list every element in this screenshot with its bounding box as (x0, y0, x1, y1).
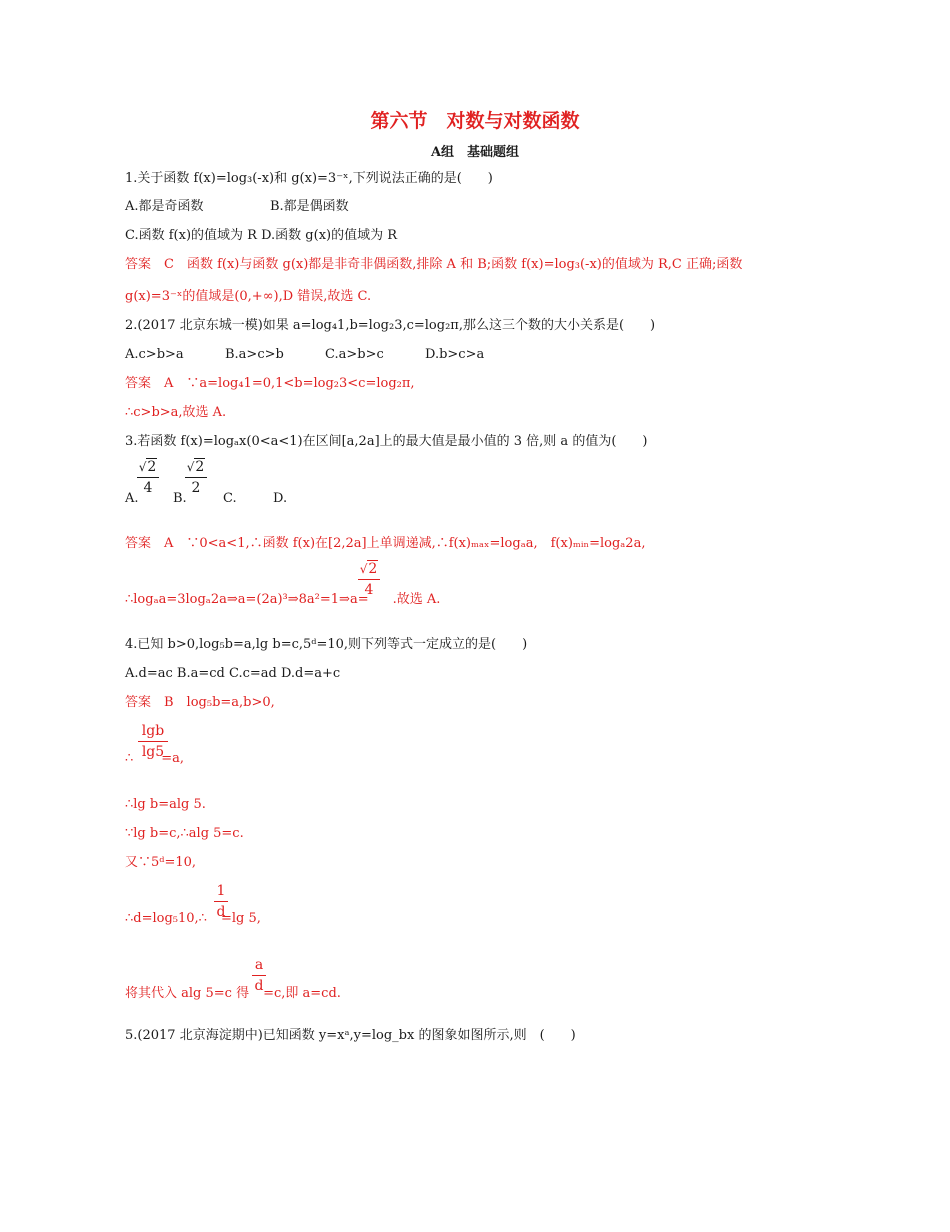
q3-option-c: C. (223, 491, 237, 506)
q4-answer-line7: 将其代入 alg 5=c 得 =c,即 a=cd. (125, 986, 341, 1001)
q4-stem: 4.已知 b>0,log₅b=a,lg b=c,5ᵈ=10,则下列等式一定成立的是( ) (125, 637, 528, 652)
q4-fraction-1-d: 1 d (214, 882, 228, 921)
q4-answer-line1: 答案 B log₅b=a,b>0, (125, 695, 275, 710)
q4-fraction-lgb-lg5: lgb lg5 (138, 722, 168, 761)
q2-option-c: C.a>b>c (325, 347, 384, 362)
q1-answer-line1: 答案 C 函数 f(x)与函数 g(x)都是非奇非偶函数,排除 A 和 B;函数 f(x)=log₃(-x)的值域为 R,C 正确;函数 (125, 257, 743, 272)
q3-option-b: B. (173, 491, 187, 506)
q2-answer-line1: 答案 A ∵a=log₄1=0,1<b=log₂3<c=log₂π, (125, 376, 415, 391)
q1-options-cd: C.函数 f(x)的值域为 R D.函数 g(x)的值域为 R (125, 228, 398, 243)
q1-options-ab (125, 198, 349, 216)
q3-option-b-fraction: √2 2 (185, 458, 207, 497)
q3-answer-line1: 答案 A ∵0<a<1,∴函数 f(x)在[2,2a]上单调递减,∴f(x)ₘₐₓ=logₐa, f(x)ₘᵢₙ=logₐ2a, (125, 536, 646, 551)
q4-answer-line3: ∴lg b=alg 5. (125, 797, 206, 812)
q2-option-d: D.b>c>a (425, 347, 485, 362)
q2-stem: 2.(2017 北京东城一模)如果 a=log₄1,b=log₂3,c=log₂π,那么这三个数的大小关系是( ) (125, 318, 656, 333)
q4-fraction-a-d: a d (252, 956, 266, 995)
q1-stem: 1.关于函数 f(x)=log₃(-x)和 g(x)=3⁻ˣ,下列说法正确的是( ) (125, 171, 493, 186)
q4-answer-line5: 又∵5ᵈ=10, (125, 855, 197, 870)
q1-answer-line2: g(x)=3⁻ˣ的值域是(0,+∞),D 错误,故选 C. (125, 289, 372, 304)
q5-stem: 5.(2017 北京海淀期中)已知函数 y=xᵃ,y=log_bx 的图象如图所示,则 ( ) (125, 1028, 576, 1043)
q2-option-a: A.c>b>a (125, 347, 184, 362)
q3-answer-line2: ∴logₐa=3logₐ2a⇒a=(2a)³⇒8a²=1⇒a= .故选 A. (125, 592, 441, 607)
q3-option-a: A. (125, 491, 139, 506)
q3-option-d: D. (273, 491, 288, 506)
group-subtitle: A组 基础题组 (430, 145, 520, 160)
q1-option-b: B.都是偶函数 (270, 199, 349, 214)
q4-answer-line2: ∴ =a, (125, 751, 185, 766)
q3-answer-fraction: √2 4 (358, 560, 380, 599)
section-title: 第六节 对数与对数函数 (370, 110, 580, 132)
q4-answer-line4: ∵lg b=c,∴alg 5=c. (125, 826, 244, 841)
q3-stem: 3.若函数 f(x)=logₐx(0<a<1)在区间[a,2a]上的最大值是最小值的 3 倍,则 a 的值为( ) (125, 434, 648, 449)
q4-answer-line6: ∴d=log₅10,∴ =lg 5, (125, 911, 261, 926)
q2-options (125, 346, 484, 364)
q3-option-a-fraction: √2 4 (137, 458, 159, 497)
q2-option-b: B.a>c>b (225, 347, 284, 362)
q2-answer-line2: ∴c>b>a,故选 A. (125, 405, 227, 420)
q1-option-a: A.都是奇函数 (125, 199, 204, 214)
q4-options: A.d=ac B.a=cd C.c=ad D.d=a+c (125, 666, 341, 681)
